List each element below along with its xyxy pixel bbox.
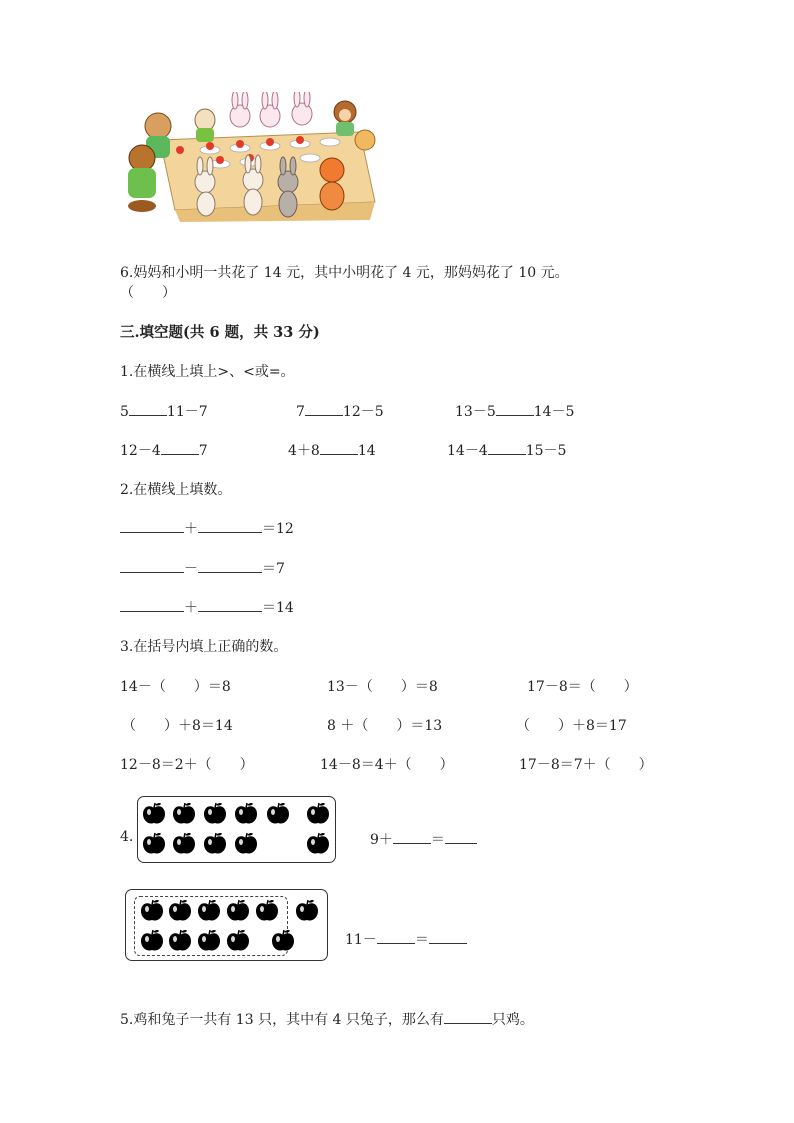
q3-item[interactable]: 14－（ ）＝8: [120, 679, 231, 695]
apple-icon: [141, 802, 167, 826]
q3-item[interactable]: 13－（ ）＝8: [327, 679, 438, 695]
q1-item: 7 12－5: [296, 404, 384, 420]
q1-item: 4＋8 14: [288, 443, 376, 459]
q1-blank[interactable]: [488, 441, 526, 455]
q2-blank[interactable]: [120, 559, 184, 573]
q4-blank[interactable]: [429, 930, 467, 944]
q3-item[interactable]: 14－8＝4＋（ ）: [320, 757, 454, 773]
q5-text: 5.鸡和兔子一共有 13 只，其中有 4 只兔子，那么有 只鸡。: [120, 1012, 534, 1028]
question-6-text: 6.妈妈和小明一共花了 14 元，其中小明花了 4 元，那妈妈花了 10 元。: [120, 265, 569, 281]
apple-icon: [141, 832, 167, 856]
apple-icon: [225, 899, 251, 923]
apple-icon: [167, 929, 193, 953]
q1-prompt: 1.在横线上填上>、<或=。: [120, 364, 295, 380]
q4-blank[interactable]: [377, 930, 415, 944]
apple-icon: [139, 929, 165, 953]
q4-equation-2: 11－ ＝: [345, 929, 467, 949]
apple-icon: [233, 832, 259, 856]
q2-row: ＋ ＝12: [120, 518, 294, 538]
q4-blank[interactable]: [445, 830, 477, 844]
q2-blank[interactable]: [120, 598, 184, 612]
q3-item[interactable]: （ ）＋8＝14: [122, 718, 233, 734]
apple-icon: [196, 899, 222, 923]
q1-item: 14－4 15－5: [447, 443, 567, 459]
apple-icon: [171, 802, 197, 826]
q2-blank[interactable]: [198, 519, 262, 533]
apple-icon: [305, 802, 331, 826]
q1-blank[interactable]: [161, 441, 199, 455]
apple-icon: [171, 832, 197, 856]
q1-blank[interactable]: [305, 402, 343, 416]
q3-item[interactable]: 8 ＋（ ）＝13: [327, 718, 443, 734]
q3-item[interactable]: （ ）＋8＝17: [516, 718, 627, 734]
q5-blank[interactable]: [444, 1010, 492, 1024]
q1-item: 5 11－7: [120, 404, 208, 420]
apple-icon: [270, 929, 296, 953]
q1-item: 13－5 14－5: [455, 404, 575, 420]
q1-blank[interactable]: [320, 441, 358, 455]
q3-item[interactable]: 12－8＝2＋（ ）: [120, 757, 254, 773]
apple-icon: [225, 929, 251, 953]
apple-icon: [202, 802, 228, 826]
apple-icon: [265, 802, 291, 826]
q2-row: ＋ ＝14: [120, 597, 294, 617]
q3-prompt: 3.在括号内填上正确的数。: [120, 639, 288, 655]
q2-prompt: 2.在横线上填数。: [120, 482, 232, 498]
q2-blank[interactable]: [198, 598, 262, 612]
q3-item[interactable]: 17－8＝（ ）: [527, 679, 638, 695]
animals-at-table-illustration: [120, 92, 385, 222]
apple-icon: [139, 899, 165, 923]
question-6-answer-paren[interactable]: （ ）: [120, 285, 176, 301]
q4-blank[interactable]: [393, 830, 431, 844]
apple-icon: [233, 802, 259, 826]
apple-icon: [167, 899, 193, 923]
q4-label: 4.: [120, 829, 134, 845]
q2-blank[interactable]: [198, 559, 262, 573]
q1-item: 12－4 7: [120, 443, 208, 459]
q3-item[interactable]: 17－8＝7＋（ ）: [519, 757, 653, 773]
q2-blank[interactable]: [120, 519, 184, 533]
q1-blank[interactable]: [129, 402, 167, 416]
section-3-heading: 三.填空题(共 6 题，共 33 分): [120, 324, 320, 341]
q2-row: － ＝7: [120, 558, 285, 578]
apple-icon: [196, 929, 222, 953]
q4-equation-1: 9＋ ＝: [370, 829, 477, 849]
q1-blank[interactable]: [496, 402, 534, 416]
apple-icon: [294, 899, 320, 923]
apple-icon: [202, 832, 228, 856]
apple-icon: [305, 832, 331, 856]
apple-icon: [254, 899, 280, 923]
